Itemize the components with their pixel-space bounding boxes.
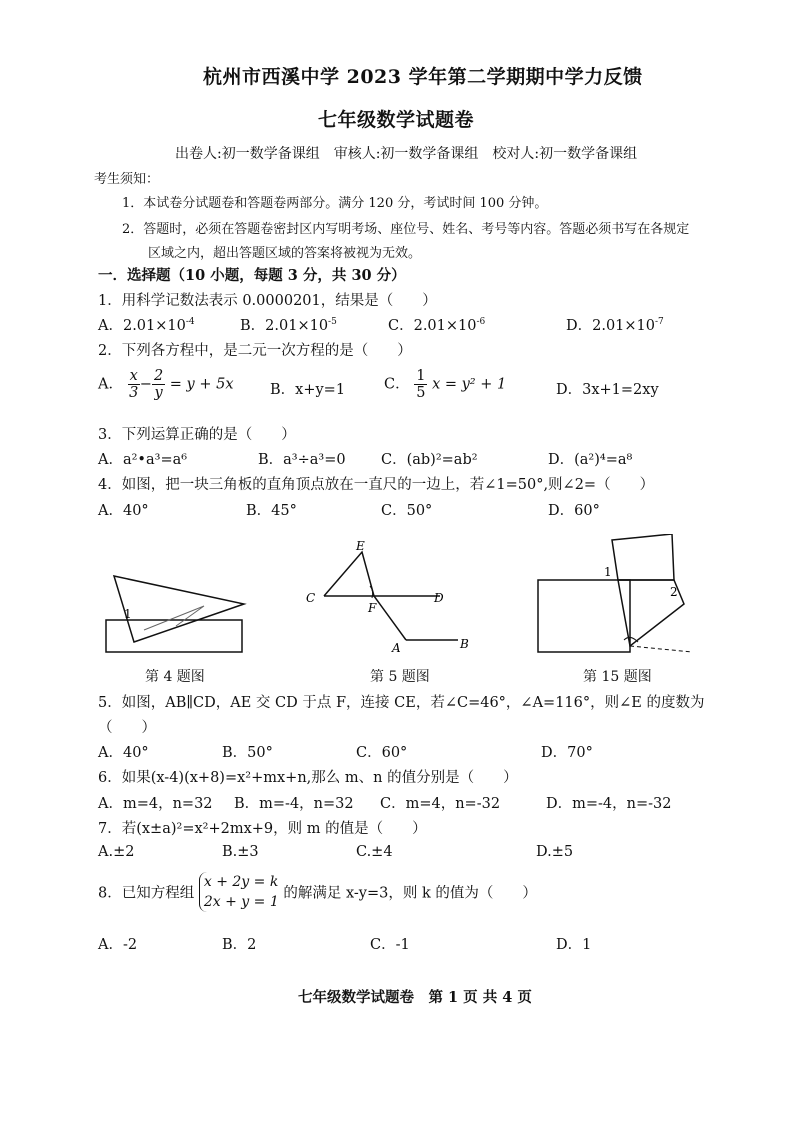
question-6-option-b: B．m=-4，n=32 bbox=[234, 796, 354, 812]
question-6-option-c: C．m=4，n=-32 bbox=[380, 796, 501, 812]
figure-4-caption: 第 4 题图 bbox=[145, 669, 205, 685]
fig5-point-f: F bbox=[368, 601, 377, 615]
question-7-option-c: C.±4 bbox=[356, 844, 393, 860]
top-square bbox=[612, 534, 674, 580]
question-1-option-b: B．$2.01\times 10^{-5}$ bbox=[240, 317, 337, 334]
question-1-option-d: D．$2.01\times 10^{-7}$ bbox=[566, 317, 664, 334]
question-3-stem: 3．下列运算正确的是（ ） bbox=[98, 427, 296, 443]
exam-subtitle: 七年级数学试题卷 bbox=[318, 109, 475, 131]
triangle-shape bbox=[114, 576, 244, 642]
question-8-option-b: B．2 bbox=[222, 937, 257, 953]
question-7-option-b: B.±3 bbox=[222, 844, 259, 860]
question-2-option-d: D．3x+1=2xy bbox=[556, 382, 659, 398]
question-3-option-d: D．(a²)⁴=a⁸ bbox=[548, 452, 633, 468]
figure-5 bbox=[300, 538, 480, 660]
fig15-angle-2-label: 2 bbox=[670, 585, 678, 599]
question-4-option-d: D．60° bbox=[548, 503, 600, 519]
question-1-option-c: C．$2.01\times 10^{-6}$ bbox=[388, 317, 486, 334]
dashed-line bbox=[630, 646, 692, 652]
exam-title: 杭州市西溪中学 2023 学年第二学期期中学力反馈 bbox=[203, 66, 643, 88]
question-5-stem: 5．如图，AB∥CD，AE 交 CD 于点 F，连接 CE，若∠C=46°，∠A=116°，则∠E 的度数为 bbox=[98, 695, 705, 711]
question-6-stem: 6．如果(x-4)(x+8)=x²+mx+n,那么 m、n 的值分别是（ ） bbox=[98, 770, 518, 786]
question-6-option-d: D．m=-4，n=-32 bbox=[546, 796, 672, 812]
question-4-option-c: C．50° bbox=[381, 503, 433, 519]
figure-4 bbox=[100, 568, 250, 660]
question-8-option-d: D．1 bbox=[556, 937, 592, 953]
figure-15-caption: 第 15 题图 bbox=[583, 669, 652, 685]
question-1-stem: 1．用科学记数法表示 0.0000201，结果是（ ） bbox=[98, 293, 437, 309]
question-3-option-c: C．(ab)²=ab² bbox=[381, 452, 478, 468]
fig4-angle-1-label: 1 bbox=[124, 607, 132, 621]
question-7-stem: 7．若(x±a)²=x²+2mx+9，则 m 的值是（ ） bbox=[98, 821, 427, 837]
question-5-option-c: C．60° bbox=[356, 745, 408, 761]
question-4-option-a: A．40° bbox=[98, 503, 149, 519]
question-7-option-a: A.±2 bbox=[98, 844, 135, 860]
notice-heading: 考生须知： bbox=[94, 172, 160, 187]
fig5-point-a: A bbox=[392, 641, 401, 655]
fig5-point-e: E bbox=[356, 539, 365, 553]
question-8-stem: 8．已知方程组 x + 2y = k 2x + y = 1 的解满足 x-y=3，则 k 的值为（ ） bbox=[98, 874, 537, 910]
question-5-paren: （ ） bbox=[98, 720, 156, 736]
question-4-option-b: B．45° bbox=[246, 503, 297, 519]
page-footer: 七年级数学试题卷 第 1 页 共 4 页 bbox=[298, 989, 532, 1006]
fig5-point-d: D bbox=[434, 591, 444, 605]
left-square bbox=[538, 580, 630, 652]
figure-15 bbox=[530, 534, 700, 662]
question-3-option-b: B．a³÷a³=0 bbox=[258, 452, 346, 468]
notice-item-2-line-2: 区域之内，超出答题区域的答案将被视为无效。 bbox=[148, 246, 422, 261]
question-2-option-c: C． $\frac{1}{5}$ x = y² + 1 bbox=[384, 368, 507, 401]
question-6-option-a: A．m=4，n=32 bbox=[98, 796, 213, 812]
staff-line: 出卷人:初一数学备课组 审核人:初一数学备课组 校对人:初一数学备课组 bbox=[175, 146, 638, 162]
question-4-stem: 4．如图，把一块三角板的直角顶点放在一直尺的一边上，若∠1=50°,则∠2=（ ） bbox=[98, 477, 655, 493]
question-2-stem: 2．下列各方程中，是二元一次方程的是（ ） bbox=[98, 343, 412, 359]
section-heading: 一．选择题（10 小题，每题 3 分，共 30 分） bbox=[98, 267, 406, 284]
question-2-option-b: B．x+y=1 bbox=[270, 382, 346, 398]
question-2-option-a: A． $\frac{x}{3}$ − $\frac{2}{y}$ = y + 5x bbox=[98, 368, 234, 401]
notice-item-2-line-1: 2．答题时，必须在答题卷密封区内写明考场、座位号、姓名、考号等内容。答题必须书写在各规定 bbox=[122, 222, 690, 237]
question-5-option-b: B．50° bbox=[222, 745, 273, 761]
question-5-option-a: A．40° bbox=[98, 745, 149, 761]
question-5-option-d: D．70° bbox=[541, 745, 593, 761]
figure-5-caption: 第 5 题图 bbox=[370, 669, 430, 685]
fig5-point-c: C bbox=[306, 591, 316, 605]
question-3-option-a: A．a²•a³=a⁶ bbox=[98, 452, 188, 468]
question-8-option-c: C．-1 bbox=[370, 937, 410, 953]
fig15-angle-1-label: 1 bbox=[604, 565, 612, 579]
question-8-option-a: A．-2 bbox=[98, 937, 138, 953]
fig5-point-b: B bbox=[460, 637, 469, 651]
notice-item-1: 1．本试卷分试题卷和答题卷两部分。满分 120 分，考试时间 100 分钟。 bbox=[122, 196, 548, 211]
triangle-inner-line bbox=[144, 606, 204, 630]
equation-system: x + 2y = k 2x + y = 1 bbox=[199, 872, 279, 912]
question-7-option-d: D.±5 bbox=[536, 844, 574, 860]
ruler-shape bbox=[106, 620, 242, 652]
question-1-option-a: A．$2.01\times 10^{-4}$ bbox=[98, 317, 195, 334]
